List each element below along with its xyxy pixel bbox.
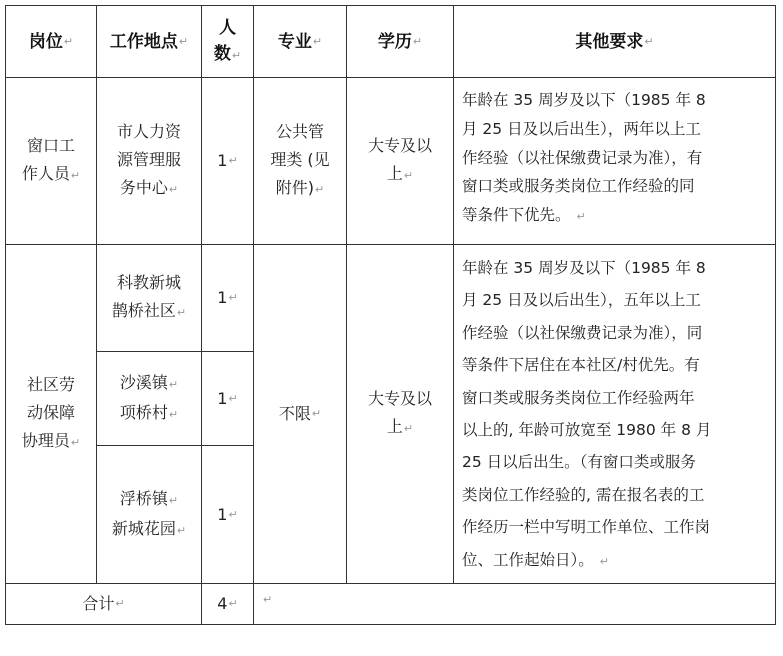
paragraph-mark: ↵ [228, 391, 238, 405]
paragraph-mark: ↵ [403, 169, 414, 182]
paragraph-mark: ↵ [176, 306, 187, 319]
paragraph-mark: ↵ [63, 34, 74, 48]
community-req-line10: 位、工作起始日）。 [462, 550, 594, 569]
community-requirements [462, 252, 770, 578]
community-location-2 [97, 352, 201, 445]
location-3-line2: 新城花园 [111, 518, 176, 538]
window-requirements [462, 86, 770, 232]
paragraph-mark: ↵ [576, 210, 586, 224]
total-count-value: 4 [217, 594, 228, 613]
window-location-line1: 市人力资 [116, 122, 181, 141]
paragraph-mark: ↵ [228, 291, 238, 304]
community-major-text: 不限 [278, 404, 311, 423]
paragraph-mark: ↵ [315, 183, 325, 196]
community-req-line4: 等条件下居住在本社区/村优先。有 [462, 356, 700, 375]
community-major [254, 245, 346, 583]
community-req-line6: 以上的, 年龄可放宽至 1980 年 8 月 [462, 421, 712, 440]
paragraph-mark: ↵ [228, 154, 238, 167]
location-1-line2: 鹊桥社区 [111, 301, 176, 320]
window-post-line1: 窗口工 [26, 136, 75, 155]
location-2-line2: 项桥村 [119, 402, 168, 422]
window-count [202, 78, 253, 244]
count-1-value: 1 [217, 288, 228, 307]
community-req-line3: 作经验（以社保缴费记录为准），同 [462, 323, 703, 342]
window-req-line1: 年龄在 35 周岁及以下（1985 年 8 [462, 91, 706, 109]
community-post-line2: 动保障 [26, 403, 75, 422]
community-post [6, 245, 96, 583]
window-education-line2: 上 [386, 164, 403, 183]
total-label [6, 584, 201, 624]
header-post [6, 6, 96, 77]
window-major-line2: 理类 (见 [270, 150, 330, 169]
paragraph-mark: ↵ [228, 507, 238, 521]
community-count-1 [202, 245, 253, 351]
window-education [347, 78, 453, 244]
location-1-line1: 科教新城 [116, 273, 181, 292]
header-count-line1: 人 [219, 17, 236, 38]
paragraph-mark: ↵ [403, 422, 414, 435]
header-other-text: 其他要求 [575, 31, 644, 52]
window-count-value: 1 [217, 151, 228, 170]
community-req-line1: 年龄在 35 周岁及以下（1985 年 8 [462, 259, 706, 277]
paragraph-mark: ↵ [644, 34, 654, 48]
community-req-line7: 25 日以后出生。（有窗口类或服务 [462, 453, 696, 472]
window-location-line2: 源管理服 [116, 150, 181, 169]
header-count-line2: 数 [213, 43, 231, 64]
header-other [454, 6, 775, 77]
paragraph-mark: ↵ [168, 377, 179, 391]
community-req-line8: 类岗位工作经验的, 需在报名表的工 [462, 485, 705, 504]
paragraph-mark: ↵ [178, 34, 189, 48]
header-education-text: 学历 [377, 31, 412, 52]
community-location-1 [97, 245, 201, 351]
paragraph-mark: ↵ [176, 523, 187, 537]
window-location-line3: 务中心 [119, 178, 168, 197]
paragraph-mark: ↵ [312, 34, 323, 48]
community-req-line2: 月 25 日及以后出生），五年以上工 [462, 291, 701, 310]
window-post [6, 78, 96, 244]
header-location-text: 工作地点 [109, 31, 178, 52]
total-label-text: 合计 [82, 594, 115, 613]
window-major-line3: 附件) [275, 178, 315, 197]
window-education-line1: 大专及以 [367, 136, 432, 155]
community-post-line1: 社区劳 [26, 375, 75, 394]
paragraph-mark: ↵ [168, 407, 179, 421]
paragraph-mark: ↵ [228, 597, 238, 610]
paragraph-mark: ↵ [412, 34, 423, 48]
community-count-3 [202, 446, 253, 583]
community-education-line2: 上 [386, 417, 403, 436]
header-count [202, 6, 253, 77]
window-req-line4: 窗口类或服务类岗位工作经验的同 [462, 177, 695, 196]
window-location [97, 78, 201, 244]
header-education [347, 6, 453, 77]
paragraph-mark: ↵ [231, 48, 242, 62]
header-post-text: 岗位 [28, 31, 63, 52]
window-post-line2: 作人员 [21, 164, 70, 183]
count-2-value: 1 [217, 388, 228, 408]
community-post-line3: 协理员 [21, 431, 70, 450]
window-major [254, 78, 346, 244]
window-req-line2: 月 25 日及以后出生），两年以上工 [462, 119, 701, 138]
location-2-line1: 沙溪镇 [119, 372, 168, 392]
header-location [97, 6, 201, 77]
count-3-value: 1 [217, 504, 228, 524]
window-major-line1: 公共管 [275, 122, 324, 141]
window-req-line5: 等条件下优先。 [462, 206, 571, 225]
paragraph-mark: ↵ [311, 407, 322, 420]
total-count [202, 584, 253, 624]
paragraph-mark: ↵ [168, 183, 179, 196]
community-req-line9: 作经历一栏中写明工作单位、工作岗 [462, 518, 711, 537]
location-3-line1: 浮桥镇 [119, 488, 168, 508]
header-major [254, 6, 346, 77]
paragraph-mark: ↵ [168, 493, 179, 507]
paragraph-mark: ↵ [599, 554, 609, 568]
paragraph-mark: ↵ [115, 597, 125, 610]
paragraph-mark: ↵ [70, 169, 81, 182]
community-count-2 [202, 352, 253, 445]
community-education [347, 245, 453, 583]
community-education-line1: 大专及以 [367, 389, 432, 408]
total-remarks [262, 588, 272, 607]
header-major-text: 专业 [277, 31, 312, 52]
paragraph-mark: ↵ [70, 436, 81, 449]
window-req-line3: 作经验（以社保缴费记录为准），有 [462, 148, 703, 167]
community-location-3 [97, 446, 201, 583]
community-req-line5: 窗口类或服务类岗位工作经验两年 [462, 388, 695, 407]
paragraph-mark: ↵ [263, 593, 273, 606]
